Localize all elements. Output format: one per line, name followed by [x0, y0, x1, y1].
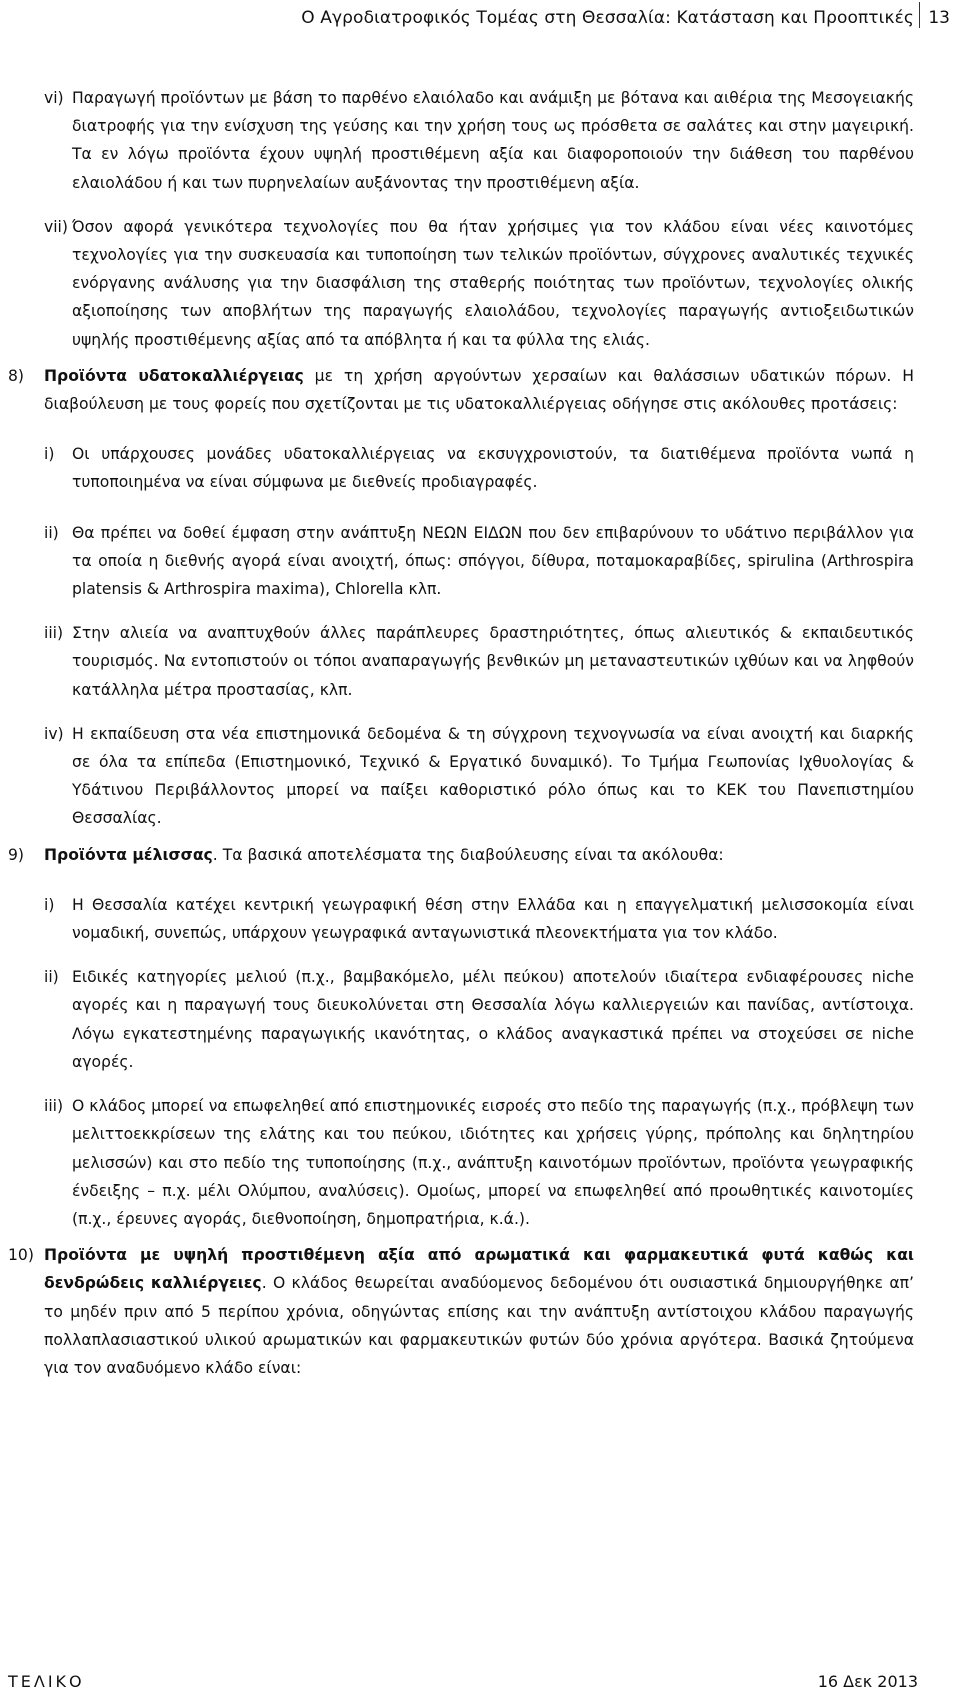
list-item-ii — [0, 963, 960, 1076]
list-item-text — [44, 1241, 914, 1382]
list-marker: iv) — [44, 724, 64, 743]
list-item-iv — [0, 720, 960, 833]
item-heading: Προϊόντα υδατοκαλλιέργειας — [44, 366, 304, 385]
list-marker: iii) — [44, 1097, 64, 1116]
list-item-iii — [0, 619, 960, 704]
list-item-vii — [0, 213, 960, 354]
document-body — [0, 84, 960, 1382]
list-marker: ii) — [44, 523, 59, 542]
list-marker: ii) — [44, 968, 59, 987]
list-marker: iii) — [44, 624, 64, 643]
list-marker: vii) — [44, 217, 68, 236]
list-marker: 10) — [8, 1246, 34, 1265]
list-marker: i) — [44, 895, 55, 914]
document-date: 16 Δεκ 2013 — [817, 1672, 918, 1691]
numbered-item-10 — [0, 1241, 960, 1382]
item-body: . Ο κλάδος θεωρείται αναδύομενος δεδομένου ότι ουσιαστικά δημιουργήθηκε απ’ το μηδέν πριν από 5 περίπου χρόνια, οδηγώντας επίσης και την ανάπτυξη αντίστοιχου κλάδου παραγωγής πολλαπλασιαστικού υλικού αρωματικών και φαρμακευτικών φυτών δύο χρόνια αργότερα. Βασικά ζητούμενα για τον αναδυόμενο κλάδο είναι: — [44, 1274, 914, 1377]
list-item-text — [44, 362, 914, 418]
page-header — [0, 0, 960, 52]
numbered-item-9 — [0, 841, 960, 869]
list-item-i — [0, 891, 960, 947]
numbered-item-8 — [0, 362, 960, 418]
list-item-text: Οι υπάρχουσες μονάδες υδατοκαλλιέργειας να εκσυγχρονιστούν, τα διατιθέμενα προϊόντα νωπά η τυποποιημένα να είναι σύμφωνα με διεθνείς προδιαγραφές. — [72, 445, 914, 492]
list-item-vi — [0, 84, 960, 197]
list-item-text: Θα πρέπει να δοθεί έμφαση στην ανάπτυξη ΝΕΩΝ ΕΙΔΩΝ που δεν επιβαρύνουν το υδάτινο περιβάλλον για τα οποία η διεθνής αγορά είναι ανοιχτή, όπως: σπόγγοι, δίθυρα, ποταμοκαραβίδες, spirulina (Arthrospira platensis & Arthrospira maxima), Chlorella κλπ. — [72, 523, 914, 599]
list-item-text: Η εκπαίδευση στα νέα επιστημονικά δεδομένα & τη σύγχρονη τεχνογνωσία να είναι ανοιχτή και διαρκής σε όλα τα επίπεδα (Επιστημονικό, Τεχνικό & Εργατικό δυναμικό). Το Τμήμα Γεωπονίας Ιχθυολογίας & Υδάτινου Περιβάλλοντος μπορεί να παίξει καθοριστικό ρόλο όπως και το ΚΕΚ του Πανεπιστημίου Θεσσαλίας. — [72, 724, 914, 828]
document-status: ΤΕΛΙΚΟ — [8, 1672, 85, 1691]
list-item-text: Η Θεσσαλία κατέχει κεντρική γεωγραφική θέση στην Ελλάδα και η επαγγελματική μελισσοκομία είναι νομαδική, συνεπώς, υπάρχουν γεωγραφικά ανταγωνιστικά πλεονεκτήματα για τον κλάδο. — [72, 895, 914, 943]
list-marker: i) — [44, 445, 55, 464]
item-heading: Προϊόντα με υψηλή προστιθέμενη αξία από αρωματικά και φαρμακευτικά φυτά καθώς και δενδρώδεις καλλιέργειες — [44, 1246, 914, 1293]
document-title: Ο Αγροδιατροφικός Τομέας στη Θεσσαλία: Κατάσταση και Προοπτικές — [301, 8, 914, 28]
item-body: με τη χρήση αργούντων χερσαίων και θαλάσσιων υδατικών πόρων. Η διαβούλευση με τους φορείς που σχετίζονται με τις υδατοκαλλιέργειας οδήγησε στις ακόλουθες προτάσεις: — [44, 366, 914, 414]
list-item-text: Ο κλάδος μπορεί να επωφεληθεί από επιστημονικές εισροές στο πεδίο της παραγωγής (π.χ., πρόβλεψη των μελιττοεκκρίσεων της ελάτης και του πεύκου, ιδιότητες και χρήσεις γύρης, πρόπολης και δηλητηρίου μελισσών) και στο πεδίο της τυποποίησης (π.χ., ανάπτυξη καινοτόμων προϊόντων, προϊόντα γεωγραφικής ένδειξης – π.χ. μέλι Ολύμπου, αναλύσεις). Ομοίως, μπορεί να επωφεληθεί από προωθητικές καινοτομίες (π.χ., έρευνες αγοράς, διεθνοποίηση, δημοπρατήρια, κ.ά.). — [72, 1097, 914, 1228]
list-item-text: Ειδικές κατηγορίες μελιού (π.χ., βαμβακόμελο, μέλι πεύκου) αποτελούν ιδιαίτερα ενδιαφέρουσες niche αγορές και η παραγωγή τους διευκολύνεται στη Θεσσαλία λόγω καλλιεργειών και πανίδας, αντίστοιχα. Λόγω εγκατεστημένης παραγωγικής ικανότητας, ο κλάδος αναγκαστικά πρέπει να στοχεύσει σε niche αγορές. — [72, 968, 914, 1071]
page-footer — [0, 1672, 960, 1693]
list-item-text: Παραγωγή προϊόντων με βάση το παρθένο ελαιόλαδο και ανάμιξη με βότανα και αιθέρια της Μεσογειακής διατροφής για την ενίσχυση της γεύσης και την χρήση τους ως πρόσθετα σε σαλάτες και στην μαγειρική. Τα εν λόγω προϊόντα έχουν υψηλή προστιθέμενη αξία και διαφοροποιούν την διάθεση του παρθένου ελαιολάδου ή και των πυρηνελαίων αυξάνοντας την προστιθέμενη αξία. — [72, 89, 914, 192]
list-item-text — [44, 841, 914, 869]
header-divider — [919, 2, 920, 28]
list-item-text: Στην αλιεία να αναπτυχθούν άλλες παράπλευρες δραστηριότητες, όπως αλιευτικός & εκπαιδευτικός τουρισμός. Να εντοπιστούν οι τόποι αναπαραγωγής βενθικών μη μεταναστευτικών ιχθύων και να ληφθούν κατάλληλα μέτρα προστασίας, κλπ. — [72, 624, 914, 699]
list-item-ii — [0, 519, 960, 604]
item-body: . Τα βασικά αποτελέσματα της διαβούλευσης είναι τα ακόλουθα: — [212, 845, 724, 864]
list-item-iii — [0, 1092, 960, 1233]
list-marker: vi) — [44, 89, 64, 107]
list-item-text: Όσον αφορά γενικότερα τεχνολογίες που θα ήταν χρήσιμες για τον κλάδου είναι νέες καινοτόμες τεχνολογίες για την συσκευασία και τυποποίηση των τελικών προϊόντων, σύγχρονες αναλυτικές τεχνικές ενόργανης ανάλυσης για την διασφάλιση της σταθερής ποιότητας των προϊόντων, τεχνολογίες ολικής αξιοποίησης των αποβλήτων της παραγωγής ελαιολάδου, τεχνολογίες παραγωγής αντιοξειδωτικών υψηλής προστιθέμενης αξίας από τα απόβλητα ή και τα φύλλα της ελιάς. — [72, 217, 914, 349]
item-heading: Προϊόντα μέλισσας — [44, 845, 213, 864]
list-marker: 8) — [8, 366, 25, 385]
page-number: 13 — [928, 8, 950, 28]
list-marker: 9) — [8, 845, 25, 864]
list-item-i — [0, 440, 960, 496]
